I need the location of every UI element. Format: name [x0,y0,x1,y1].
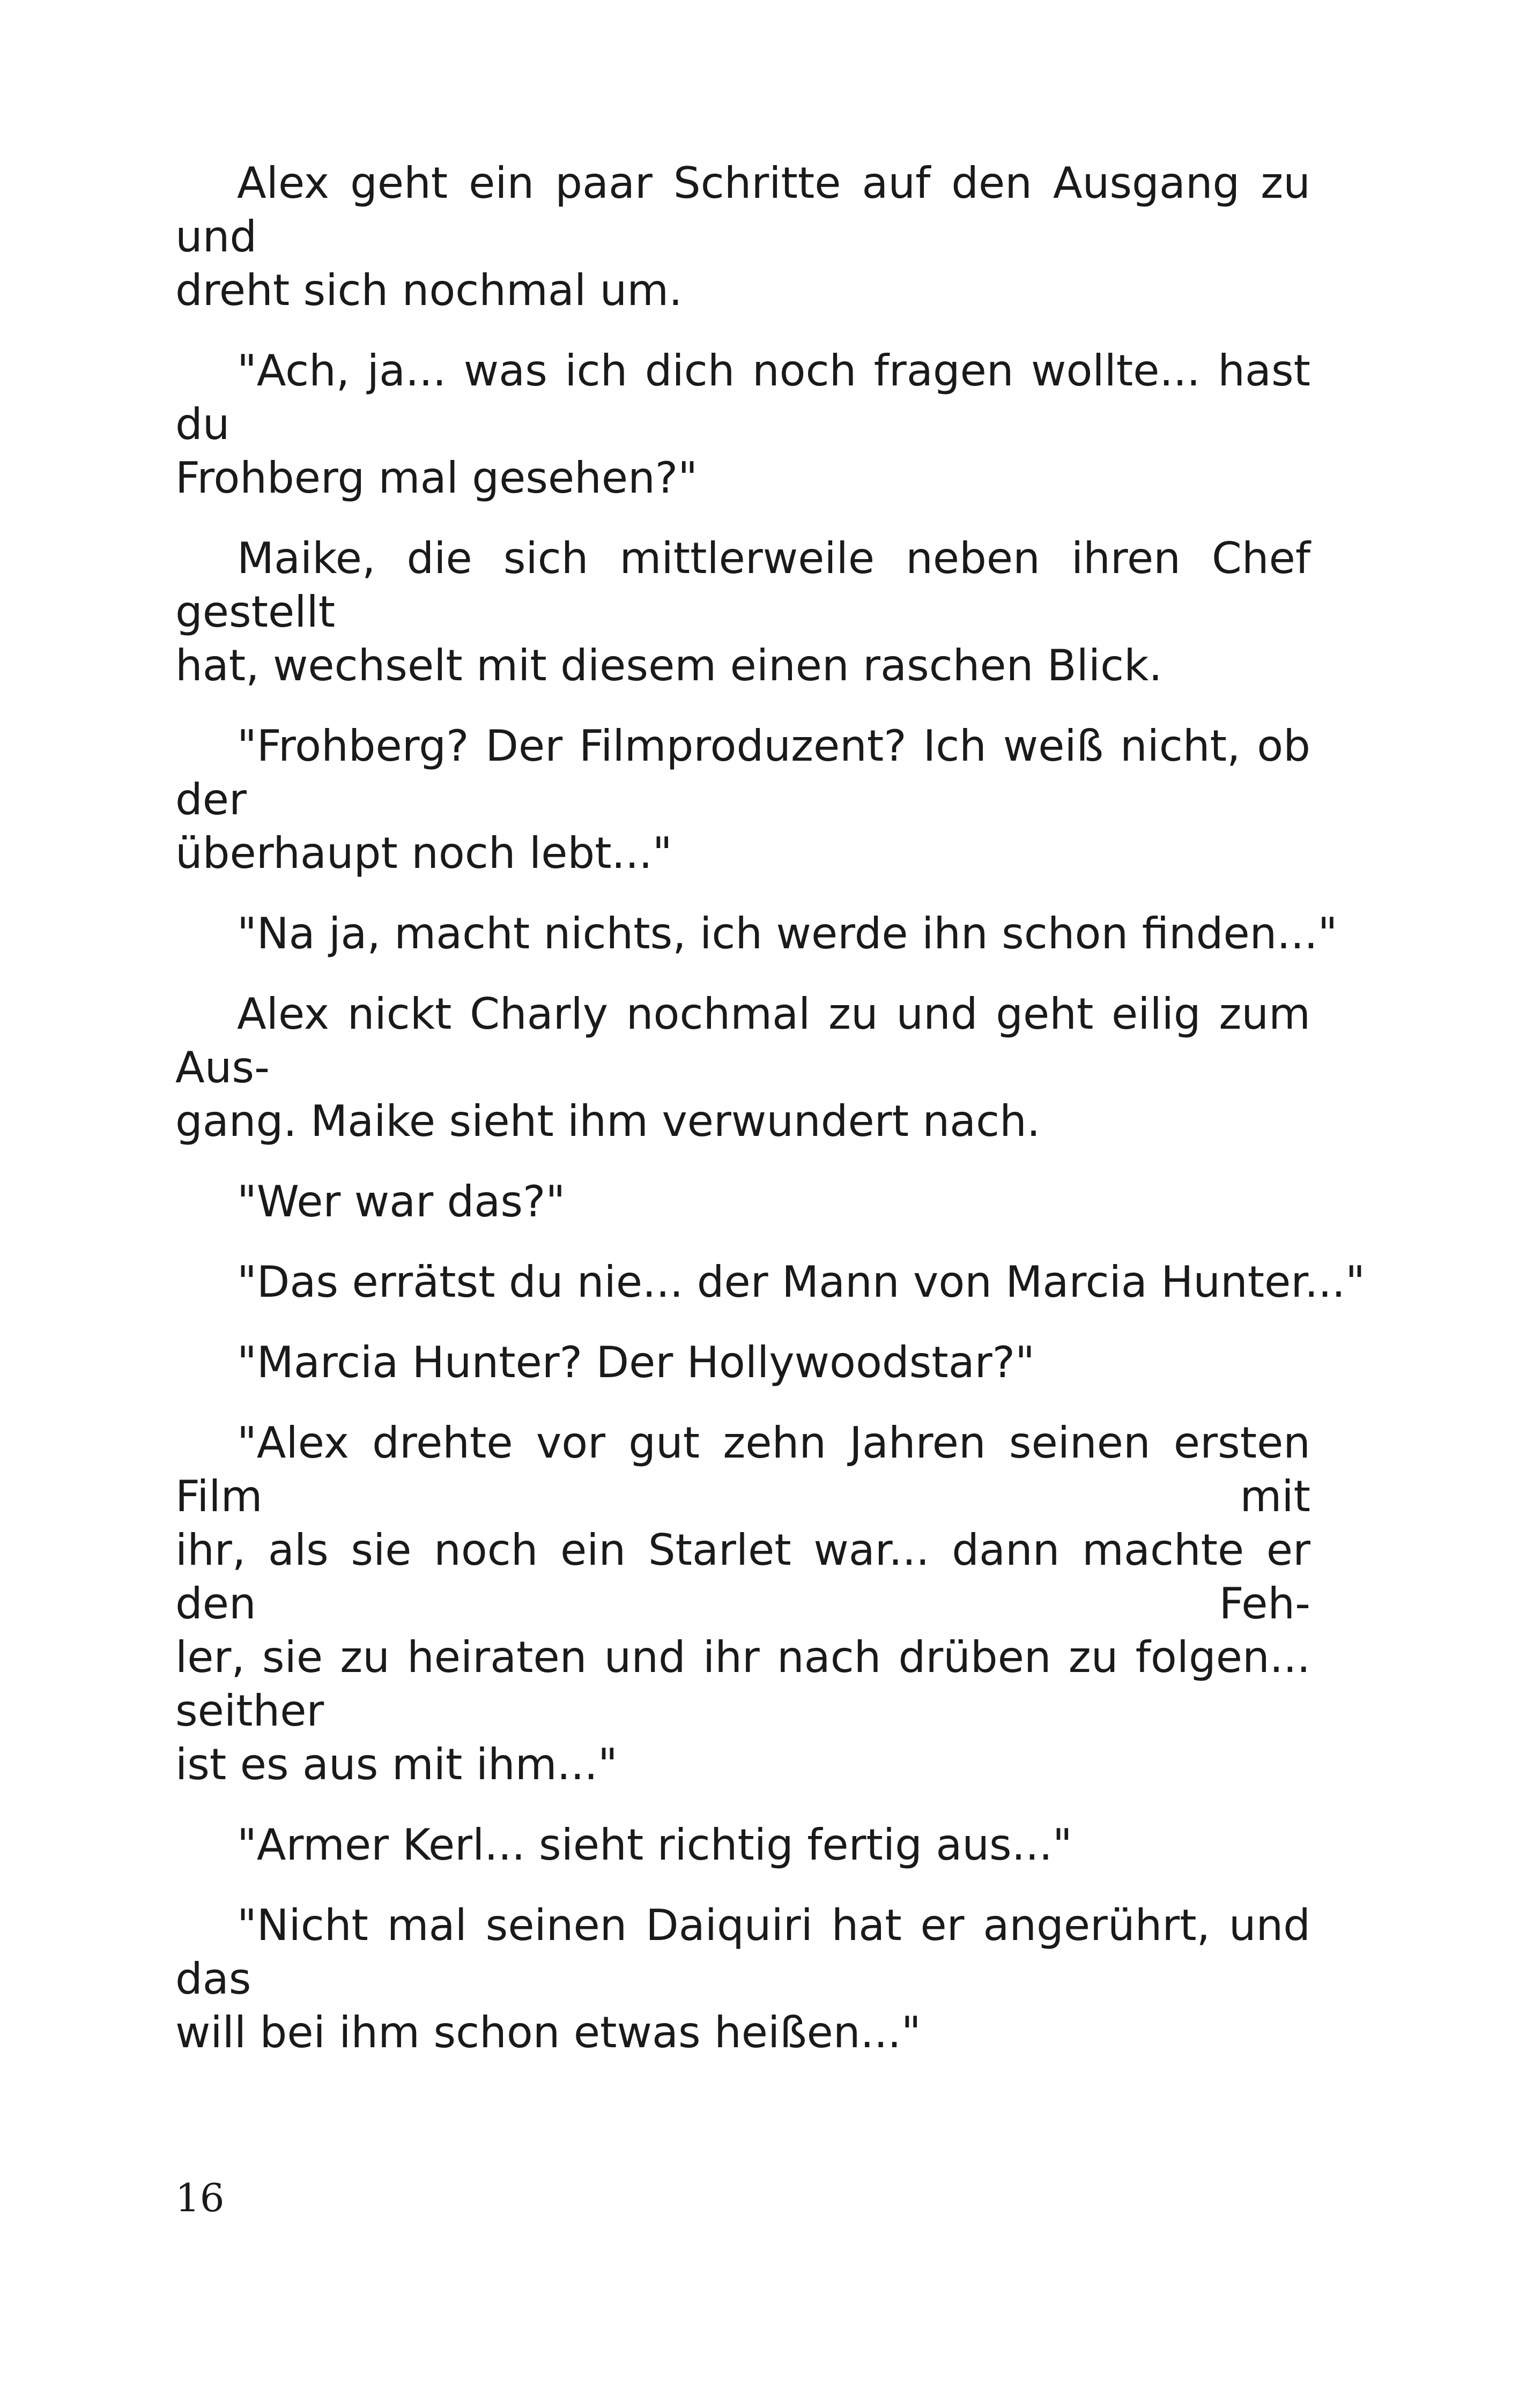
text-line: "Wer war das?" [237,1177,566,1227]
text-line: "Ach, ja... was ich dich noch fragen wollte... hast du [175,346,1310,449]
paragraph-5 [175,907,1338,961]
paragraph-12 [175,1899,1310,2060]
text-line: überhaupt noch lebt..." [175,828,672,878]
text-line: hat, wechselt mit diesem einen raschen Blick. [175,641,1162,690]
paragraph-6 [175,987,1310,1148]
text-line: "Armer Kerl... sieht richtig fertig aus..." [237,1820,1072,1870]
text-line: "Marcia Hunter? Der Hollywoodstar?" [237,1337,1035,1387]
paragraph-1 [175,157,1310,317]
text-line: dreht sich nochmal um. [175,265,683,315]
text-line: ist es aus mit ihm..." [175,1740,618,1789]
paragraph-4 [175,719,1310,880]
text-line: Maike, die sich mittlerweile neben ihren Chef gestellt [175,533,1310,637]
text-line: ihr, als sie noch ein Starlet war... dann machte er den Feh- [175,1525,1310,1629]
body-text [175,157,1366,2086]
text-line: will bei ihm schon etwas heißen..." [175,2008,921,2057]
paragraph-7 [175,1175,1310,1229]
paragraph-9 [175,1336,1310,1389]
text-line: "Frohberg? Der Filmproduzent? Ich weiß nicht, ob der [175,721,1310,824]
text-line: Frohberg mal gesehen?" [175,453,698,503]
text-line: Alex geht ein paar Schritte auf den Ausgang zu und [175,158,1310,262]
text-line: "Alex drehte vor gut zehn Jahren seinen ersten Film mit [175,1418,1310,1521]
text-line: ler, sie zu heiraten und ihr nach drüben zu folgen... seither [175,1632,1310,1736]
text-line: "Nicht mal seinen Daiquiri hat er angerührt, und das [175,1900,1310,2004]
paragraph-10 [175,1416,1310,1792]
paragraph-3 [175,532,1310,693]
paragraph-11 [175,1818,1310,1872]
paragraph-8 [175,1255,1366,1309]
page-number: 16 [175,2175,225,2220]
text-line: gang. Maike sieht ihm verwundert nach. [175,1096,1041,1146]
paragraph-2 [175,344,1310,505]
text-line: Alex nickt Charly nochmal zu und geht eilig zum Aus- [175,989,1310,1092]
text-line: "Das errätst du nie... der Mann von Marcia Hunter..." [237,1257,1366,1307]
text-line: "Na ja, macht nichts, ich werde ihn schon finden..." [237,909,1338,958]
